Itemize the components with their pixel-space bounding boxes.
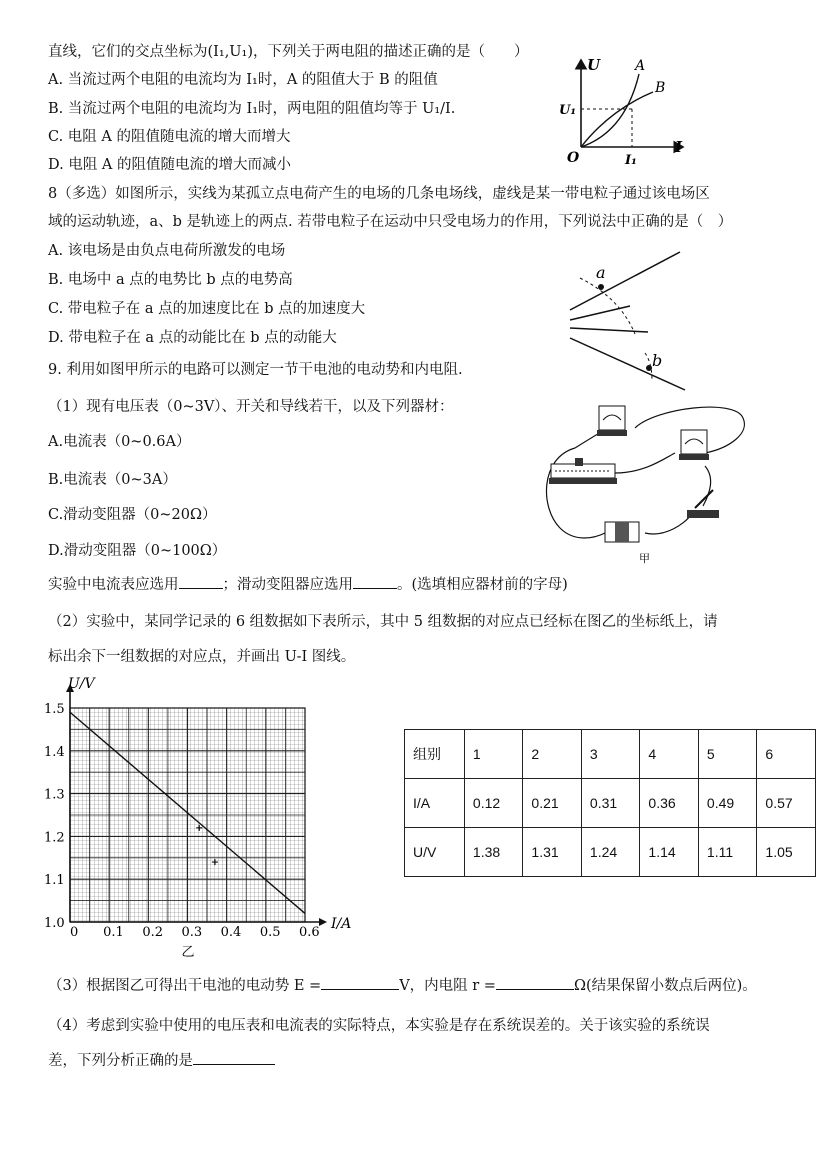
y-tick-label: 1.1 [44,873,65,889]
curve-b-label: B [655,80,666,96]
x-tick-label: 0.3 [181,925,203,940]
y-tick-label: 1.5 [44,702,65,717]
y-tick-label: 1.2 [44,830,65,846]
fill3-text-c: Ω(结果保留小数点后两位)。 [573,978,757,994]
q9-fill-line3 [48,975,757,996]
figure-jia-label: 甲 [639,552,650,565]
table-cell: 0.49 [698,779,757,828]
q8-option-a: A. 该电场是由负点电荷所激发的电场 [48,243,286,259]
x-tick-label: 0.6 [299,925,320,940]
i-axis-label: I [675,138,683,156]
q9-option-c: C.滑动变阻器（0~20Ω） [48,507,217,523]
table-row-header: 组别 [405,730,465,779]
battery-icon [605,522,639,542]
rheostat-icon [549,458,617,484]
electric-field-figure [560,248,695,393]
voltmeter-icon [597,406,627,436]
curve-b [581,92,653,147]
answer-blank-ammeter[interactable] [179,574,223,589]
wire [645,516,690,534]
y-tick-label: 1.3 [44,787,65,803]
table-cell: 0.36 [640,779,699,828]
q8-stem-line2: 域的运动轨迹，a、b 是轨迹上的两点. 若带电粒子在运动中只受电场力的作用，下列说法中正确的是（ ） [48,214,733,230]
y-tick-label: 1.4 [44,744,65,760]
q9-stem: 9. 利用如图甲所示的电路可以测定一节干电池的电动势和内电阻. [48,362,463,378]
table-row [405,779,816,828]
q9-part2-line2: 标出余下一组数据的对应点，并画出 U-I 图线。 [48,649,356,665]
point-b-label: b [652,351,663,370]
table-cell: 1.11 [698,828,757,877]
q9-fill-line1 [48,574,568,595]
point-a [598,284,604,290]
field-line [570,338,685,390]
table-row-header: I/A [405,779,465,828]
table-cell: 1.31 [523,828,582,877]
q8-option-b: B. 电场中 a 点的电势比 b 点的电势高 [48,272,293,288]
table-cell: 0.21 [523,779,582,828]
curve-a-label: A [635,58,646,74]
table-cell: 0.12 [464,779,523,828]
answer-blank-resistance[interactable] [496,975,574,990]
q9-option-b: B.电流表（0~3A） [48,472,177,488]
x-tick-label: 0 [70,925,79,940]
table-cell: 2 [523,730,582,779]
q8-option-d: D. 带电粒子在 a 点的动能比在 b 点的动能大 [48,330,337,346]
u1-label: U₁ [559,103,577,118]
switch-icon [687,490,719,518]
fill1-text-c: 。(选填相应器材前的字母) [397,577,568,593]
q7-option-c: C. 电阻 A 的阻值随电流的增大而增大 [48,129,291,145]
chart-caption: 乙 [181,945,195,960]
table-cell: 4 [640,730,699,779]
wire [615,453,675,473]
table-cell: 1.05 [757,828,816,877]
origin-label: O [567,150,580,166]
data-table [404,729,816,877]
q9-part4-line1: （4）考虑到实验中使用的电压表和电流表的实际特点，本实验是存在系统误差的。关于该实验的系统误 [48,1018,710,1034]
field-line [570,306,630,320]
chart-grid [70,708,305,922]
table-cell: 1.14 [640,828,699,877]
table-row [405,828,816,877]
x-tick-label: 0.5 [259,925,281,940]
x-axis-arrow [319,918,327,926]
answer-blank-error[interactable] [193,1050,275,1065]
table-cell: 0.31 [581,779,640,828]
x-tick-label: 0.1 [103,925,124,940]
q9-part4-line2 [48,1050,275,1071]
u-axis-label: U [587,56,601,74]
fill1-text-b: ；滑动变阻器应选用 [222,577,353,593]
field-line [570,328,648,332]
x-tick-label: 0.4 [220,925,242,940]
q7-ui-graph [555,52,695,177]
ammeter-icon [679,430,709,460]
table-cell: 6 [757,730,816,779]
fill3-text-b: V，内电阻 r = [399,978,496,994]
table-cell: 3 [581,730,640,779]
y-tick-label: 1.0 [44,916,65,931]
q7-option-a: A. 当流过两个电阻的电流均为 I₁时，A 的阻值大于 B 的阻值 [48,72,438,88]
q7-stem: 直线，它们的交点坐标为(I₁,U₁)，下列关于两电阻的描述正确的是（ ） [48,44,529,60]
table-row [405,730,816,779]
table-cell: 0.57 [757,779,816,828]
y-axis-label: U/V [68,676,95,692]
q9-option-d: D.滑动变阻器（0~100Ω） [48,543,227,559]
table-cell: 5 [698,730,757,779]
fill3-text-a: （3）根据图乙可得出干电池的电动势 E = [48,978,322,994]
point-a-label: a [596,263,606,282]
x-axis-label: I/A [331,916,352,932]
answer-blank-rheostat[interactable] [353,574,397,589]
q7-option-b: B. 当流过两个电阻的电流均为 I₁时，两电阻的阻值均等于 U₁/I. [48,101,456,117]
q8-stem-line1: 8（多选）如图所示，实线为某孤立点电荷产生的电场的几条电场线，虚线是某一带电粒子通过该电场区 [48,186,710,202]
q8-option-c: C. 带电粒子在 a 点的加速度比在 b 点的加速度大 [48,301,366,317]
part4-text: 差，下列分析正确的是 [48,1053,193,1069]
i1-label: I₁ [625,153,637,168]
table-cell: 1.38 [464,828,523,877]
q9-option-a: A.电流表（0~0.6A） [48,434,191,450]
circuit-figure [535,398,750,570]
answer-blank-emf[interactable] [321,975,399,990]
ui-chart [30,672,370,962]
table-cell: 1 [464,730,523,779]
table-cell: 1.24 [581,828,640,877]
q9-part1: （1）现有电压表（0~3V）、开关和导线若干，以及下列器材： [48,399,454,415]
table-row-header: U/V [405,828,465,877]
q7-option-d: D. 电阻 A 的阻值随电流的增大而减小 [48,157,292,173]
q9-part2-line1: （2）实验中，某同学记录的 6 组数据如下表所示，其中 5 组数据的对应点已经标在图乙的坐标纸上，请 [48,614,718,630]
fill1-text-a: 实验中电流表应选用 [48,577,179,593]
x-tick-label: 0.2 [142,925,164,940]
